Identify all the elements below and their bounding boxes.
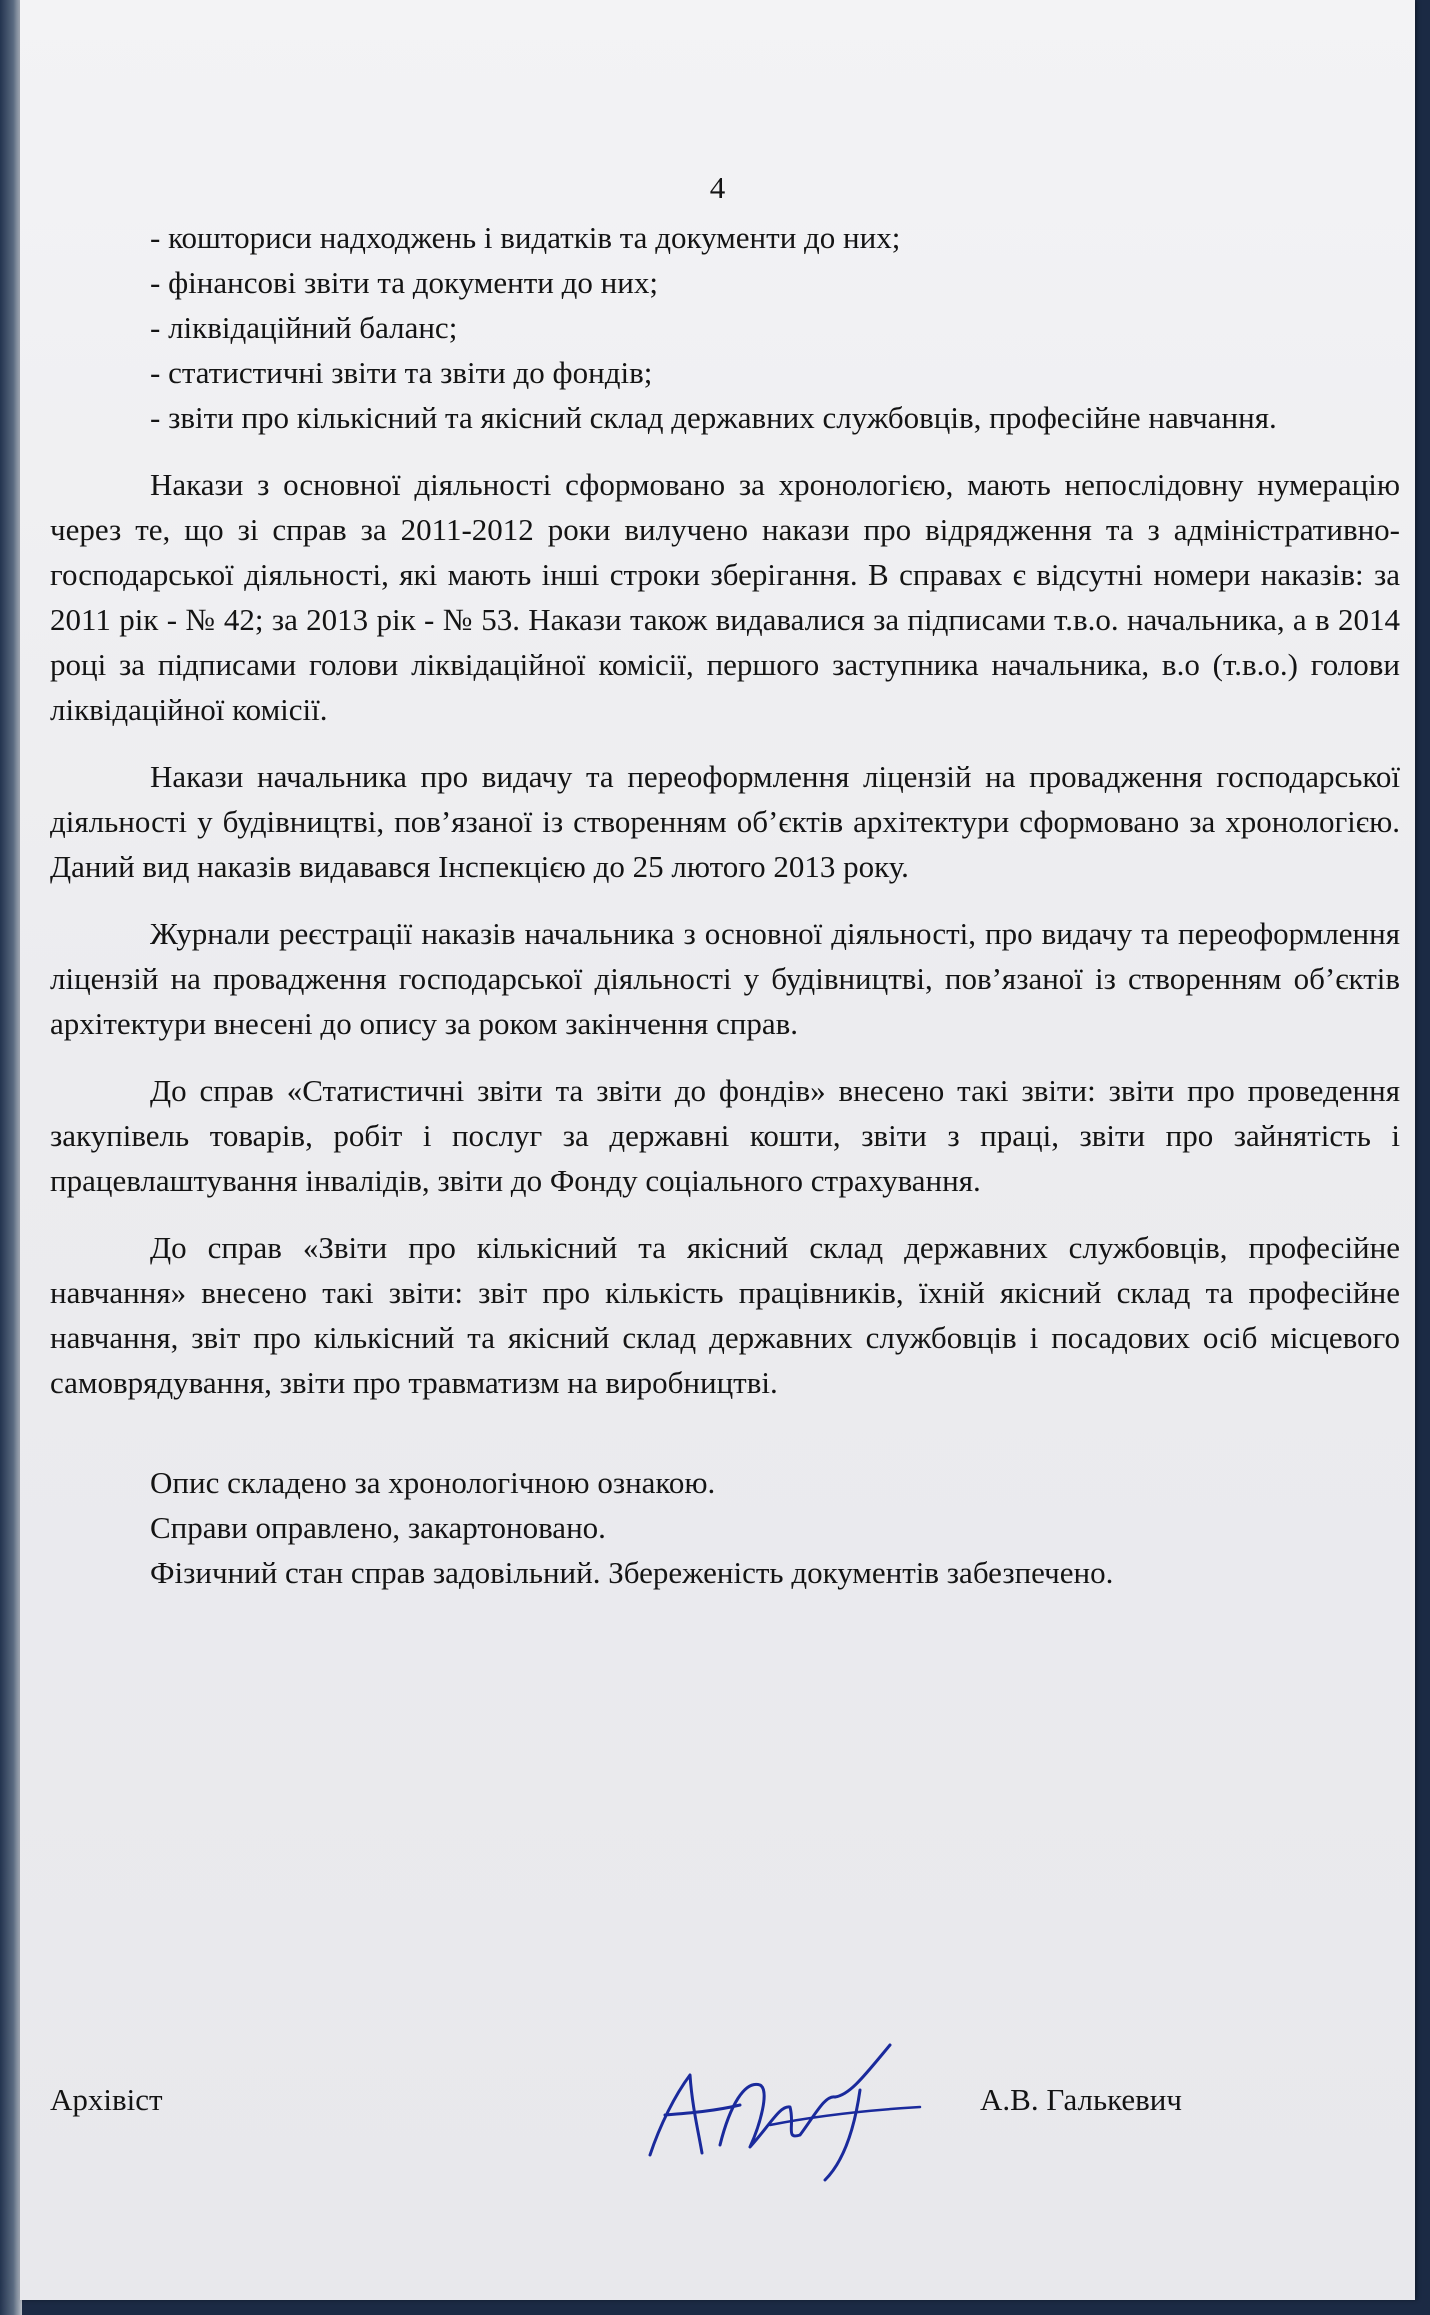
closing-notes bbox=[50, 1460, 1400, 1595]
paragraph-licenses: Накази начальника про видачу та переоформлення ліцензій на провадження господарської діяльності у будівництві, пов’язаної із створенням об’єктів архітектури сформовано за хронологією. Даний вид наказів видавався Інспекцією до 25 лютого 2013 року. bbox=[50, 759, 1400, 884]
list-item: - кошториси надходжень і видатків та документи до них; bbox=[150, 220, 901, 255]
page-number: 4 bbox=[709, 170, 726, 205]
signatory-role: Архівіст bbox=[50, 2082, 163, 2117]
signature-block bbox=[50, 2070, 1400, 2210]
binding-edge bbox=[0, 0, 22, 2315]
list-item: - статистичні звіти та звіти до фондів; bbox=[150, 355, 653, 390]
paragraph-statistical-reports: До справ «Статистичні звіти та звіти до фондів» внесено такі звіти: звіти про проведення закупівель товарів, робіт і послуг за державні кошти, звіти з праці, звіти про зайнятість і працевлаштування інвалідів, звіти до Фонду соціального страхування. bbox=[50, 1073, 1400, 1198]
closing-line: Справи оправлено, закартоновано. bbox=[150, 1510, 606, 1545]
document-list bbox=[50, 215, 1400, 440]
document-body bbox=[50, 170, 1400, 1595]
document-page bbox=[20, 0, 1415, 2300]
paragraph-journals: Журнали реєстрації наказів начальника з основної діяльності, про видачу та переоформлення ліцензій на провадження господарської діяльності у будівництві, пов’язаної із створенням об’єктів архітектури внесені до опису за роком закінчення справ. bbox=[50, 916, 1400, 1041]
handwritten-signature bbox=[620, 2035, 940, 2185]
closing-line: Опис складено за хронологічною ознакою. bbox=[150, 1465, 716, 1500]
list-item: - фінансові звіти та документи до них; bbox=[150, 265, 658, 300]
closing-line: Фізичний стан справ задовільний. Збереженість документів забезпечено. bbox=[150, 1555, 1114, 1590]
paragraph-staff-reports: До справ «Звіти про кількісний та якісний склад державних службовців, професійне навчання» внесено такі звіти: звіт про кількість працівників, їхній якісний склад та професійне навчання, звіт про кількісний та якісний склад державних службовців і посадових осіб місцевого самоврядування, звіти про травматизм на виробництві. bbox=[50, 1230, 1400, 1400]
list-item: - звіти про кількісний та якісний склад державних службовців, професійне навчання. bbox=[150, 400, 1277, 435]
paragraph-orders: Накази з основної діяльності сформовано за хронологією, мають непослідовну нумерацію через те, що зі справ за 2011-2012 роки вилучено накази про відрядження та з адміністративно-господарської діяльності, які мають інші строки зберігання. В справах є відсутні номери наказів: за 2011 рік - № 42; за 2013 рік - № 53. Накази також видавалися за підписами т.в.о. начальника, а в 2014 році за підписами голови ліквідаційної комісії, першого заступника начальника, в.о (т.в.о.) голови ліквідаційної комісії. bbox=[50, 467, 1400, 727]
list-item: - ліквідаційний баланс; bbox=[150, 310, 458, 345]
signatory-name: А.В. Галькевич bbox=[980, 2082, 1182, 2117]
